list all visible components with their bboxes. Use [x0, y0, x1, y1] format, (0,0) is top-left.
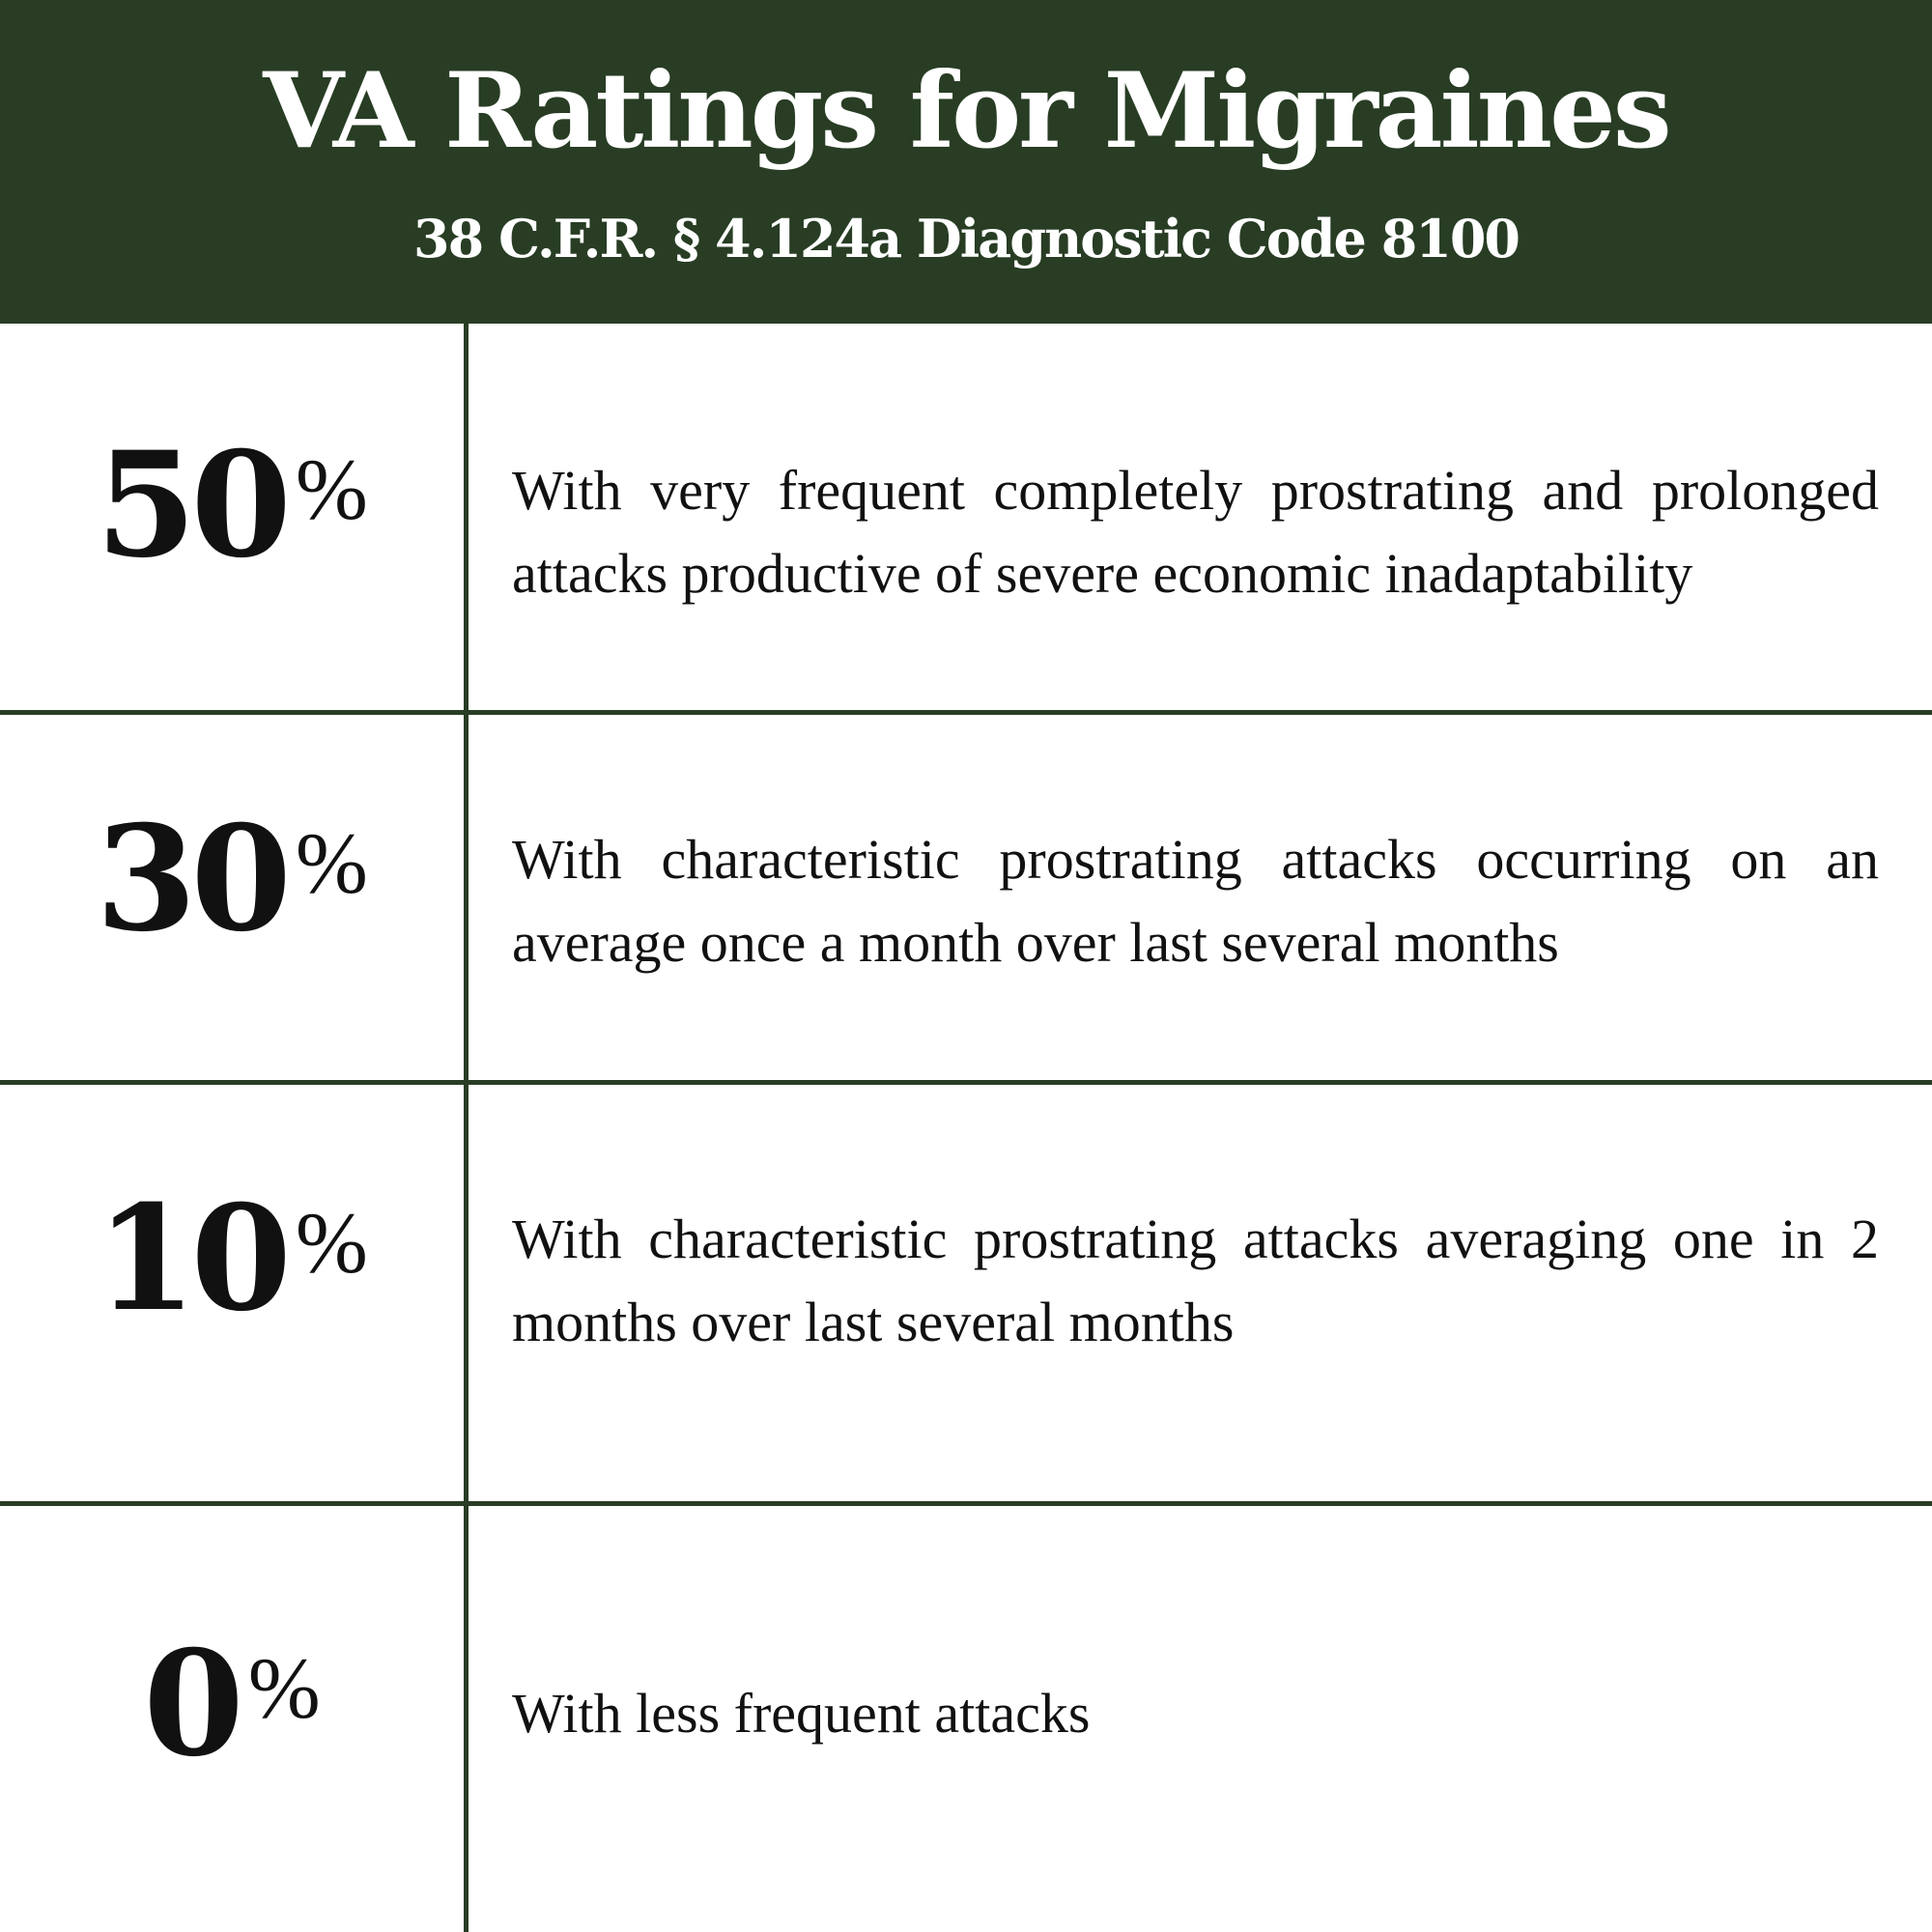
rating-percentage	[0, 1619, 464, 1789]
rating-description: With characteristic prostrating attacks occurring on an average once a month over last several months	[512, 828, 1879, 974]
rating-percentage	[0, 794, 464, 964]
rating-description: With less frequent attacks	[512, 1682, 1091, 1745]
rating-percentage	[0, 420, 464, 590]
rating-value: 50	[96, 420, 286, 590]
rating-row-0	[0, 1503, 1932, 1932]
rating-percentage	[0, 1174, 464, 1344]
ratings-table	[0, 324, 1932, 1932]
rating-row-50	[0, 324, 1932, 712]
rating-value: 10	[96, 1174, 286, 1344]
percent-sign: %	[295, 1196, 368, 1292]
header-banner	[0, 0, 1932, 324]
rating-value: 0	[143, 1619, 239, 1789]
percent-sign: %	[295, 816, 368, 912]
rating-description: With characteristic prostrating attacks averaging one in 2 months over last several months	[512, 1208, 1879, 1353]
rating-description: With very frequent completely prostrating and prolonged attacks productive of severe economic inadaptability	[512, 459, 1879, 605]
percent-sign: %	[247, 1641, 321, 1737]
page-title: VA Ratings for Migraines	[263, 50, 1669, 172]
rating-row-30	[0, 712, 1932, 1082]
rating-row-10	[0, 1082, 1932, 1503]
rating-value: 30	[96, 794, 286, 964]
page-subtitle: 38 C.F.R. § 4.124a Diagnostic Code 8100	[413, 208, 1519, 270]
percent-sign: %	[295, 442, 368, 538]
